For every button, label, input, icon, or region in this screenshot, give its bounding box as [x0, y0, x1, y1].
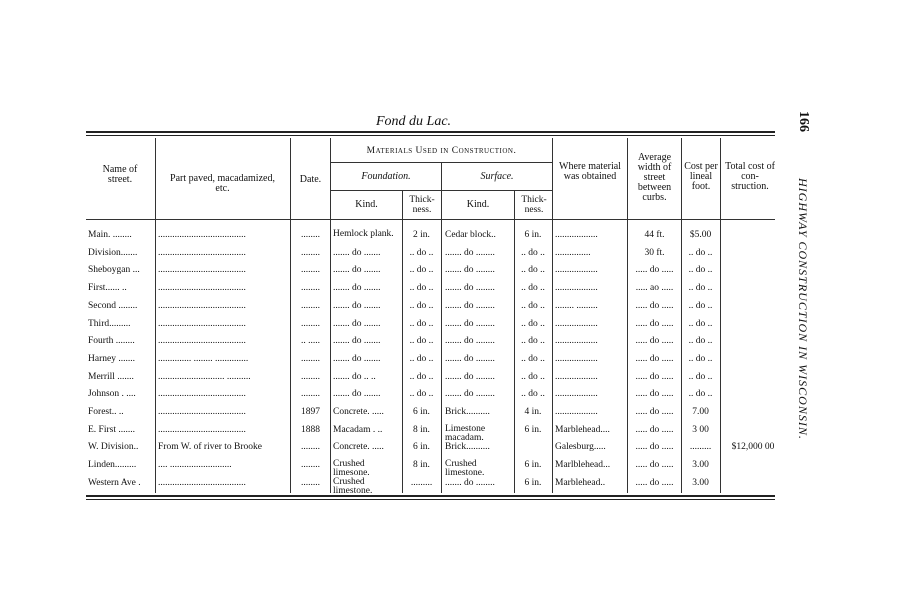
running-head: HIGHWAY CONSTRUCTION IN WISCONSIN. [796, 178, 810, 440]
cell-surface-kind: ....... do ........ [445, 389, 495, 400]
cell-cost: ......... [689, 442, 712, 453]
cell-width: ..... do ..... [635, 265, 674, 276]
cell-width: ..... do ..... [635, 477, 674, 488]
cell-foundation-thickness: .. do .. [409, 353, 434, 364]
top-rule-thin [86, 135, 775, 136]
cell-surface-kind: ....... do ........ [445, 247, 495, 258]
header-line [331, 190, 552, 191]
cell-foundation-kind: Concrete. ..... [333, 407, 384, 417]
cell-foundation-thickness: .. do .. [409, 247, 434, 258]
header-name: Name of street. [102, 164, 138, 185]
cell-surface-kind: ....... do ........ [445, 265, 495, 276]
cell-foundation-thickness: 8 in. [413, 460, 430, 471]
cell-width: ..... do ..... [635, 389, 674, 400]
cell-name: Third......... [88, 318, 131, 329]
cell-width: ..... ao ..... [635, 283, 674, 294]
cell-foundation-kind: ....... do ....... [333, 265, 381, 276]
page-number: 166 [796, 111, 811, 132]
cell-surface-thickness: 4 in. [524, 407, 542, 417]
cell-where: .................. [555, 371, 598, 382]
cell-surface-thickness: 6 in. [524, 460, 542, 471]
cell-name: Main. ........ [88, 230, 132, 240]
cell-cost: .. do .. [688, 318, 713, 329]
cell-where: Marblehead.. [555, 477, 606, 488]
cell-name: Sheboygan ... [88, 265, 140, 276]
cell-cost: .. do .. [688, 353, 713, 364]
cell-part: ..................................... [158, 424, 246, 435]
top-rule [86, 131, 775, 133]
cell-part: ..................................... [158, 283, 246, 294]
cell-width: ..... do ..... [635, 424, 674, 435]
cell-date: ........ [301, 230, 320, 240]
bottom-rule [86, 495, 775, 497]
cell-where: .................. [555, 336, 598, 347]
cell-name: First...... .. [88, 283, 127, 294]
cell-date: ........ [301, 460, 320, 471]
col-line [552, 138, 553, 493]
col-line [155, 138, 156, 493]
header-bottom-line [86, 219, 775, 220]
header-date: Date. [299, 174, 322, 185]
cell-part: ..................................... [158, 247, 246, 258]
cell-date: .. ..... [301, 336, 320, 347]
cell-where: ............... [555, 247, 591, 258]
cell-cost: 3.00 [692, 460, 709, 471]
cell-cost: .. do .. [688, 389, 713, 400]
cell-foundation-thickness: .. do .. [409, 389, 434, 400]
cell-surface-thickness: .. do .. [521, 353, 545, 364]
cell-cost: .. do .. [688, 300, 713, 311]
cell-name: Harney ....... [88, 353, 135, 364]
cell-width: ..... do ..... [635, 318, 674, 329]
cell-foundation-kind: ....... do ....... [333, 318, 381, 329]
cell-where: .................. [555, 230, 598, 240]
cell-surface-kind: Limestone macadam. [445, 423, 486, 443]
cell-foundation-kind: ....... do ....... [333, 389, 381, 400]
cell-foundation-kind: Crushed limesone. [333, 459, 370, 479]
cell-width: ..... do ..... [635, 353, 674, 364]
cell-date: ........ [301, 477, 320, 488]
header-width: Average width of street between curbs. [637, 152, 672, 203]
cell-foundation-kind: ....... do ....... [333, 353, 381, 364]
cell-surface-kind: Brick.......... [445, 407, 490, 417]
cell-where: .................. [555, 318, 598, 329]
cell-part: ............................ .......... [158, 371, 251, 382]
cell-foundation-kind: Concrete. ..... [333, 442, 384, 453]
cell-width: ..... do ..... [635, 442, 674, 453]
cell-date: ........ [301, 283, 320, 294]
col-line [681, 138, 682, 493]
cell-surface-thickness: 6 in. [524, 477, 542, 488]
cell-foundation-thickness: 8 in. [413, 424, 430, 435]
cell-part: ..................................... [158, 300, 246, 311]
cell-where: Marlblehead... [555, 460, 611, 471]
cell-foundation-thickness: .. do .. [409, 371, 434, 382]
cell-surface-thickness: 6 in. [524, 424, 542, 435]
header-part: Part paved, macadamized, etc. [170, 173, 275, 194]
cell-part: ..................................... [158, 407, 246, 417]
cell-surface-kind: ....... do ........ [445, 336, 495, 347]
cell-surface-kind: Brick.......... [445, 442, 490, 453]
cell-foundation-kind: ....... do ....... [333, 283, 381, 294]
cell-foundation-kind: ....... do ....... [333, 300, 381, 311]
cell-cost: 7.00 [692, 407, 709, 417]
header-surface: Surface. [480, 171, 514, 182]
cell-surface-thickness: .. do .. [521, 300, 545, 311]
cell-surface-kind: ....... do ........ [445, 318, 495, 329]
cell-part: ..................................... [158, 318, 246, 329]
cell-foundation-thickness: 2 in. [413, 230, 430, 240]
header-cost: Cost per lineal foot. [684, 161, 718, 192]
cell-name: Second ........ [88, 300, 138, 311]
cell-surface-thickness: .. do .. [521, 247, 545, 258]
cell-cost: $5.00 [689, 230, 712, 240]
cell-foundation-kind: ....... do .. .. [333, 371, 376, 382]
cell-surface-kind: ....... do ........ [445, 371, 495, 382]
cell-surface-thickness: 6 in. [524, 230, 542, 240]
bottom-rule-thin [86, 499, 775, 500]
cell-cost: .. do .. [688, 283, 713, 294]
col-line [627, 138, 628, 493]
cell-surface-kind: ....... do ........ [445, 283, 495, 294]
cell-name: Fourth ........ [88, 336, 135, 347]
header-s-kind: Kind. [466, 199, 490, 210]
cell-name: Forest.. .. [88, 407, 124, 417]
cell-date: 1888 [301, 424, 320, 435]
cell-name: Merrill ....... [88, 371, 134, 382]
cell-part: .............. ........ .............. [158, 353, 249, 364]
cell-part: ..................................... [158, 389, 246, 400]
cell-cost: .. do .. [688, 371, 713, 382]
cell-width: 30 ft. [644, 247, 665, 258]
cell-total: $12,000 00 [731, 442, 775, 453]
cell-name: Linden......... [88, 460, 137, 471]
cell-cost: .. do .. [688, 336, 713, 347]
cell-surface-thickness: .. do .. [521, 371, 545, 382]
cell-foundation-thickness: .. do .. [409, 283, 434, 294]
cell-date: ........ [301, 389, 320, 400]
header-materials: Materials Used in Construction. [366, 146, 517, 156]
cell-surface-thickness: .. do .. [521, 283, 545, 294]
header-foundation: Foundation. [361, 171, 411, 182]
header-total: Total cost of con-struction. [725, 161, 775, 192]
cell-foundation-kind: Hemlock plank. [333, 229, 394, 239]
col-line [720, 138, 721, 493]
cell-foundation-kind: ....... do ....... [333, 336, 381, 347]
cell-foundation-kind: ....... do ....... [333, 247, 381, 258]
cell-name: Western Ave . [88, 477, 141, 488]
cell-width: ..... do ..... [635, 336, 674, 347]
cell-foundation-thickness: ......... [410, 477, 433, 488]
cell-cost: .. do .. [688, 247, 713, 258]
cell-cost: 3.00 [692, 477, 709, 488]
cell-part: ..................................... [158, 336, 246, 347]
cell-where: .................. [555, 283, 598, 294]
cell-foundation-thickness: 6 in. [413, 407, 430, 417]
cell-cost: .. do .. [688, 265, 713, 276]
cell-surface-thickness: .. do .. [521, 336, 545, 347]
cell-surface-thickness: .. do .. [521, 265, 545, 276]
cell-where: .................. [555, 407, 598, 417]
cell-name: W. Division.. [88, 442, 139, 453]
cell-surface-kind: Cedar block.. [445, 230, 496, 240]
cell-cost: 3 00 [692, 424, 709, 435]
cell-where: .................. [555, 389, 598, 400]
cell-surface-kind: ....... do ........ [445, 477, 495, 488]
cell-part: From W. of river to Brooke [158, 442, 262, 453]
cell-foundation-kind: Crushed limestone. [333, 476, 373, 496]
cell-date: ........ [301, 442, 320, 453]
header-line [331, 162, 552, 163]
cell-foundation-thickness: .. do .. [409, 318, 434, 329]
page-title: Fond du Lac. [376, 114, 452, 129]
cell-where: Marblehead.... [555, 424, 610, 435]
cell-date: ........ [301, 300, 320, 311]
cell-part: ..................................... [158, 230, 246, 240]
cell-part: .... .......................... [158, 460, 232, 471]
cell-surface-kind: ....... do ........ [445, 353, 495, 364]
cell-width: 44 ft. [644, 230, 665, 240]
cell-foundation-thickness: .. do .. [409, 300, 434, 311]
cell-part: ..................................... [158, 477, 246, 488]
cell-date: ........ [301, 353, 320, 364]
cell-width: ..... do ..... [635, 300, 674, 311]
cell-surface-kind: ....... do ........ [445, 300, 495, 311]
cell-part: ..................................... [158, 265, 246, 276]
cell-name: E. First ....... [88, 424, 135, 435]
cell-date: ........ [301, 318, 320, 329]
header-where: Where material was obtained [559, 161, 621, 182]
col-line [441, 163, 442, 493]
cell-width: ..... do ..... [635, 460, 674, 471]
cell-width: ..... do ..... [635, 407, 674, 417]
col-line [330, 138, 331, 493]
cell-foundation-kind: Macadam . .. [333, 424, 383, 435]
cell-foundation-thickness: .. do .. [409, 336, 434, 347]
col-line [290, 138, 291, 493]
cell-surface-thickness: .. do .. [521, 318, 545, 329]
cell-where: .................. [555, 265, 598, 276]
cell-date: 1897 [301, 407, 320, 417]
cell-width: ..... do ..... [635, 371, 674, 382]
cell-name: Johnson . .... [88, 389, 136, 400]
cell-date: ........ [301, 371, 320, 382]
header-f-thickness: Thick-ness. [409, 195, 435, 215]
cell-date: ........ [301, 265, 320, 276]
cell-foundation-thickness: .. do .. [409, 265, 434, 276]
header-f-kind: Kind. [355, 199, 378, 210]
cell-surface-kind: Crushed limestone. [445, 459, 485, 479]
cell-date: ........ [301, 247, 320, 258]
cell-where: Galesburg..... [555, 442, 606, 453]
cell-name: Division....... [88, 247, 138, 258]
cell-surface-thickness: .. do .. [521, 389, 545, 400]
cell-where: .................. [555, 353, 598, 364]
header-s-thickness: Thick-ness. [521, 195, 547, 215]
cell-foundation-thickness: 6 in. [413, 442, 430, 453]
cell-where: ........ ......... [555, 300, 598, 311]
